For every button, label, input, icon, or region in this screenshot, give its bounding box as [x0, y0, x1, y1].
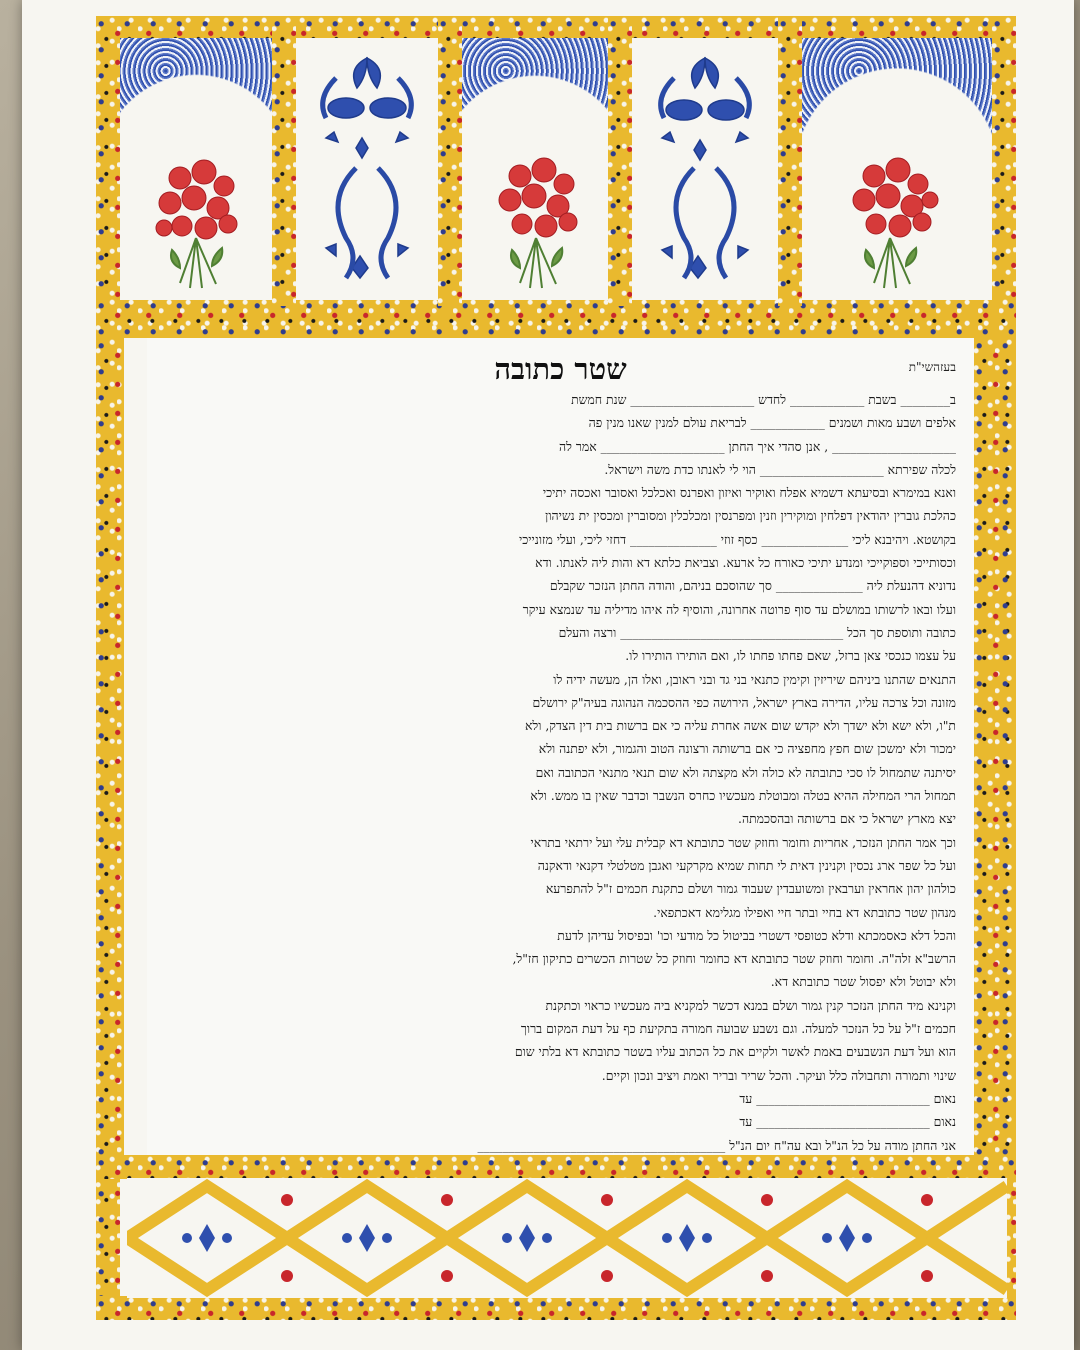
arch-panel-rose: [120, 38, 272, 300]
rose-bouquet-icon: [802, 38, 992, 300]
text-line: ב________ בשבת ____________ לחדש ____________________ שנת חמשת: [571, 392, 956, 407]
text-line: יצא מארץ ישראל כי אם ברשותה ובהסכמתה.: [738, 811, 956, 827]
ketubah-text-panel: [147, 338, 974, 1155]
text-line: אני החתן מודה על כל הנ"ל ובא עה"ח יום הנ"ל ________________________________________: [477, 1137, 956, 1153]
text-line: ____________________ , אנן סהדי איך החתן ____________________ אמר לה: [558, 438, 956, 454]
text-line: הוא ועל דעת הנשבעים באמת לאשר ולקיים את כל הכתוב עליו בשטר כתובתא דא בלתי שום: [514, 1044, 956, 1060]
text-line: ימכור ולא ימשכן שום חפץ מחפציה כי אם ברשותה ורצונה הטוב והגמור, ולא יפתנה ולא: [538, 741, 956, 757]
bottom-decorative-band: [127, 1178, 1007, 1298]
text-line: והכל דלא כאסמכתא ודלא כטופסי דשטרי בביטול כל מודעי וכו' ובפיסול עדיהן לדעת: [557, 927, 956, 943]
blue-vine-icon: [296, 38, 438, 300]
arch-panel-rose: [462, 38, 608, 300]
arch-panel-rose: [802, 38, 992, 300]
diamond-floral-band: [127, 1178, 1007, 1298]
border-mid: [96, 298, 1016, 338]
text-line: כהלכת גוברין יהודאין דפלחין ומוקירין וזנין ומפרנסין ומכלכלין ומסוברין ומכסין ית נשיהון: [545, 508, 956, 524]
text-line: לכלה שפירתא ____________________ הוי לי לאנתו כדת משה וישראל.: [604, 461, 956, 477]
rose-bouquet-icon: [462, 38, 608, 300]
text-line: נאום ____________________________ עד: [739, 1090, 956, 1106]
blue-floral-panel: [296, 38, 438, 300]
blue-floral-panel: [632, 38, 778, 300]
text-line: על עצמו כנכסי צאן ברזל, שאם פחתו פחתו לו, ואם הותירו הותירו לו.: [625, 648, 956, 664]
text-line: כתובה ותוספת סך הכל ____________________________________ ורצה והעלם: [558, 624, 956, 640]
ketubah-body-text: [167, 388, 956, 1157]
text-line: ולא יבוטל ולא יפסול שטר כתובתא דא.: [770, 974, 956, 990]
text-line: ת"ו, ולא ישא ולא ישדך ולא יקדש שום אשה אחרת עליה כי אם ברשות בית דין הצדק, ולא: [525, 718, 956, 734]
text-line: מנהון שטר כתובתא דא בחיי ובתר חיי ואפילו מגלימא דאכתפאי.: [653, 904, 956, 920]
text-line: חכמים ז"ל על כל הנזכר למעלה. וגם נשבע שבועה חמורה בתקיעת כף על דעת המקום ברוך: [520, 1021, 956, 1037]
column-divider: [778, 16, 802, 306]
column-divider: [438, 16, 462, 306]
text-line: מזונה וכל צרכה עליו, הדירה בארץ ישראל, הירושה כפי ההסכמה הנהוגה בעיה"ק ירושלם: [532, 694, 956, 710]
text-line: תמחול הרי המחילה ההיא בטלה ומבוטלת מעכשיו כחרס הנשבר וכדבר שאין בו ממש. ולא: [530, 788, 956, 804]
text-line: הרשב"א זלה"ה. וחומר וחוזק שטר כתובתא דא כחומר וחוזק כל שטרות הכשרים כתיקון חז"ל,: [512, 951, 956, 967]
text-line: בקושטא. ויהיבנא ליכי ______________ כסף זוזי ______________ דחזי ליכי, ועלי מזונייכי: [518, 531, 956, 547]
blue-vine-icon: [632, 38, 778, 300]
text-line: ועלו ובאו לרשותו במושלם עד סוף פרוטה אחרונה, והוסיף לה איהו מדיליה עד שנמצא עיקר: [522, 601, 956, 617]
border-bottom: [96, 1296, 1016, 1320]
text-line: נדוניא דהנעלת ליה ______________ סך שהוסכם בניהם, והודה החתן הנזכר שקבלם: [549, 578, 956, 594]
text-line: שינוי ותמורה ותחבולה כלל ועיקר. והכל שריר ובריר ואמת ויציב ונכון וקיים.: [601, 1067, 956, 1083]
bsd-header: בעזהשי"ת: [908, 360, 956, 374]
text-line: אלפים ושבע מאות ושמנים ____________ לבריאת עולם למנין שאנו מנין פה: [588, 415, 956, 431]
text-line: התנאים שהתנו ביניהם שיריזין וקימין כתנאי בני גד ובני ראובן, ואלו הן, מעשה ידיה לו: [553, 671, 956, 687]
inner-left-strip: [96, 338, 124, 1155]
text-line: נאום ____________________________ עד: [739, 1114, 956, 1130]
column-divider: [272, 16, 296, 306]
ketubah-paper: [22, 0, 1074, 1350]
border-top: [96, 16, 1016, 40]
text-line: וכסותייכי וספוקייכי ומנדע יתיכי כאורח כל ארעא. וצביאת כלתא דא והות ליה לאנתו. ודא: [535, 555, 956, 571]
text-line: כולהון יהון אחראין וערבאין ומשועבדין שעבוד גמור ושלם כתקנת חכמים ז"ל להתפרעא: [545, 881, 956, 897]
text-line: ואנא במימרא ובסיעתא דשמיא אפלח ואוקיר ואיזון ואפרנס ואכלכל ואסובר ואכסה יתיכי: [542, 485, 956, 501]
column-divider: [608, 16, 632, 306]
inner-right-strip: [974, 338, 1016, 1155]
document-title: שטר כתובה: [494, 352, 627, 386]
text-line: וכך אמר החתן הנזכר, אחריות וחומר וחוזק שטר כתובתא דא קבלית עלי ועל ירתאי בתראי: [530, 834, 956, 850]
text-line: וקנינא מיד החתן הנזכר קנין גמור ושלם במנא דכשר למקניא ביה מעכשיו כראוי וכתקנת: [545, 997, 956, 1013]
text-line: יסיתנה שתמחול לו סכי כתובתה לא כולה ולא מקצתה ולא שום תנאי מתנאי הכתובה ואם: [535, 764, 956, 780]
rose-bouquet-icon: [120, 38, 272, 300]
text-line: ועל כל שפר ארג נכסין וקנינין דאית לי תחות שמיא מקרקעי ואגבן מטלטלי דקנאי ודאקנה: [537, 857, 956, 873]
border-lower: [96, 1155, 1016, 1179]
